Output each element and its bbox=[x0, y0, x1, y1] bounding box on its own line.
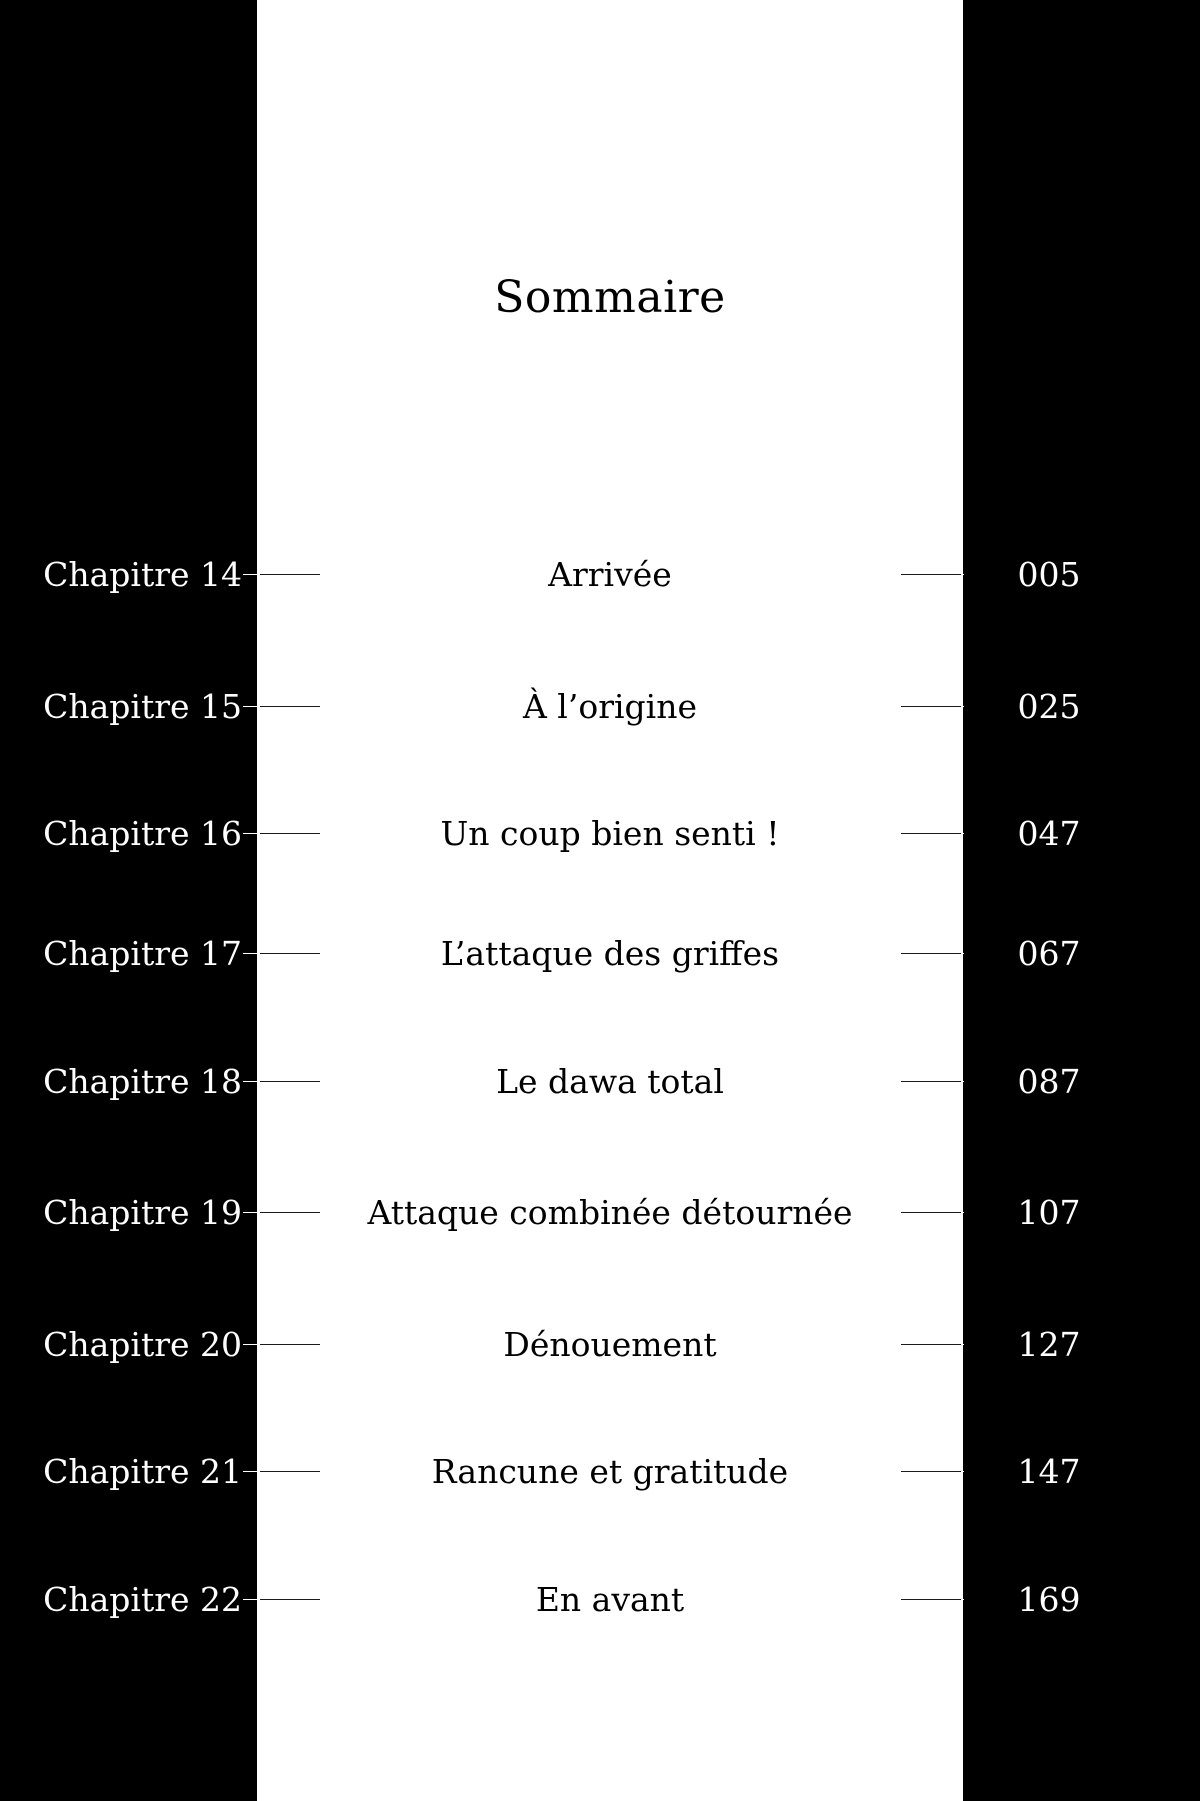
page-number: 127 bbox=[1017, 1325, 1081, 1364]
chapter-title: Un coup bien senti ! bbox=[440, 814, 780, 853]
leader-line bbox=[962, 1471, 964, 1472]
chapter-number: Chapitre 19 bbox=[43, 1193, 242, 1232]
leader-line bbox=[901, 1471, 961, 1472]
leader-line bbox=[901, 1599, 961, 1600]
toc-row bbox=[0, 1446, 1200, 1496]
page-number: 087 bbox=[1017, 1062, 1081, 1101]
leader-line bbox=[243, 1081, 260, 1082]
leader-line bbox=[260, 1212, 320, 1213]
chapter-number: Chapitre 16 bbox=[43, 814, 242, 853]
page-title: Sommaire bbox=[494, 272, 726, 323]
chapter-title: Dénouement bbox=[503, 1325, 717, 1364]
toc-row bbox=[0, 808, 1200, 858]
chapter-title: L’attaque des griffes bbox=[440, 934, 780, 973]
leader-line bbox=[962, 574, 964, 575]
leader-line bbox=[901, 833, 961, 834]
leader-line bbox=[901, 953, 961, 954]
toc-row bbox=[0, 1574, 1200, 1624]
right-black-band bbox=[963, 0, 1200, 1801]
leader-line bbox=[962, 706, 964, 707]
leader-line bbox=[962, 1599, 964, 1600]
leader-line bbox=[901, 706, 961, 707]
chapter-title: Le dawa total bbox=[496, 1062, 724, 1101]
leader-line bbox=[243, 1599, 260, 1600]
leader-line bbox=[901, 1212, 961, 1213]
chapter-title: Rancune et gratitude bbox=[431, 1452, 789, 1491]
leader-line bbox=[260, 706, 320, 707]
leader-line bbox=[243, 574, 260, 575]
chapter-title: En avant bbox=[535, 1580, 685, 1619]
toc-row bbox=[0, 1319, 1200, 1369]
chapter-title: Attaque combinée détournée bbox=[367, 1193, 853, 1232]
leader-line bbox=[243, 1471, 260, 1472]
leader-line bbox=[260, 1599, 320, 1600]
leader-line bbox=[260, 833, 320, 834]
leader-line bbox=[260, 953, 320, 954]
leader-line bbox=[260, 1471, 320, 1472]
chapter-number: Chapitre 14 bbox=[43, 555, 242, 594]
page-number: 147 bbox=[1017, 1452, 1081, 1491]
leader-line bbox=[243, 833, 260, 834]
leader-line bbox=[901, 1344, 961, 1345]
chapter-title: À l’origine bbox=[522, 687, 698, 726]
page-number: 067 bbox=[1017, 934, 1081, 973]
chapter-number: Chapitre 15 bbox=[43, 687, 242, 726]
page-number: 005 bbox=[1017, 555, 1081, 594]
chapter-title: Arrivée bbox=[548, 555, 672, 594]
leader-line bbox=[260, 1344, 320, 1345]
leader-line bbox=[243, 953, 260, 954]
leader-line bbox=[260, 574, 320, 575]
leader-line bbox=[243, 706, 260, 707]
leader-line bbox=[243, 1212, 260, 1213]
leader-line bbox=[901, 574, 961, 575]
toc-row bbox=[0, 928, 1200, 978]
leader-line bbox=[243, 1344, 260, 1345]
leader-line bbox=[962, 1212, 964, 1213]
chapter-number: Chapitre 22 bbox=[43, 1580, 242, 1619]
chapter-number: Chapitre 18 bbox=[43, 1062, 242, 1101]
page-number: 169 bbox=[1017, 1580, 1081, 1619]
chapter-number: Chapitre 20 bbox=[43, 1325, 242, 1364]
leader-line bbox=[901, 1081, 961, 1082]
page-number: 047 bbox=[1017, 814, 1081, 853]
leader-line bbox=[962, 833, 964, 834]
toc-row bbox=[0, 681, 1200, 731]
page-number: 107 bbox=[1017, 1193, 1081, 1232]
leader-line bbox=[962, 953, 964, 954]
toc-row bbox=[0, 1056, 1200, 1106]
toc-row bbox=[0, 549, 1200, 599]
leader-line bbox=[962, 1344, 964, 1345]
page-number: 025 bbox=[1017, 687, 1081, 726]
left-black-band bbox=[0, 0, 257, 1801]
chapter-number: Chapitre 21 bbox=[43, 1452, 242, 1491]
leader-line bbox=[260, 1081, 320, 1082]
center-white-panel bbox=[257, 0, 963, 1801]
leader-line bbox=[962, 1081, 964, 1082]
toc-row bbox=[0, 1187, 1200, 1237]
chapter-number: Chapitre 17 bbox=[43, 934, 242, 973]
